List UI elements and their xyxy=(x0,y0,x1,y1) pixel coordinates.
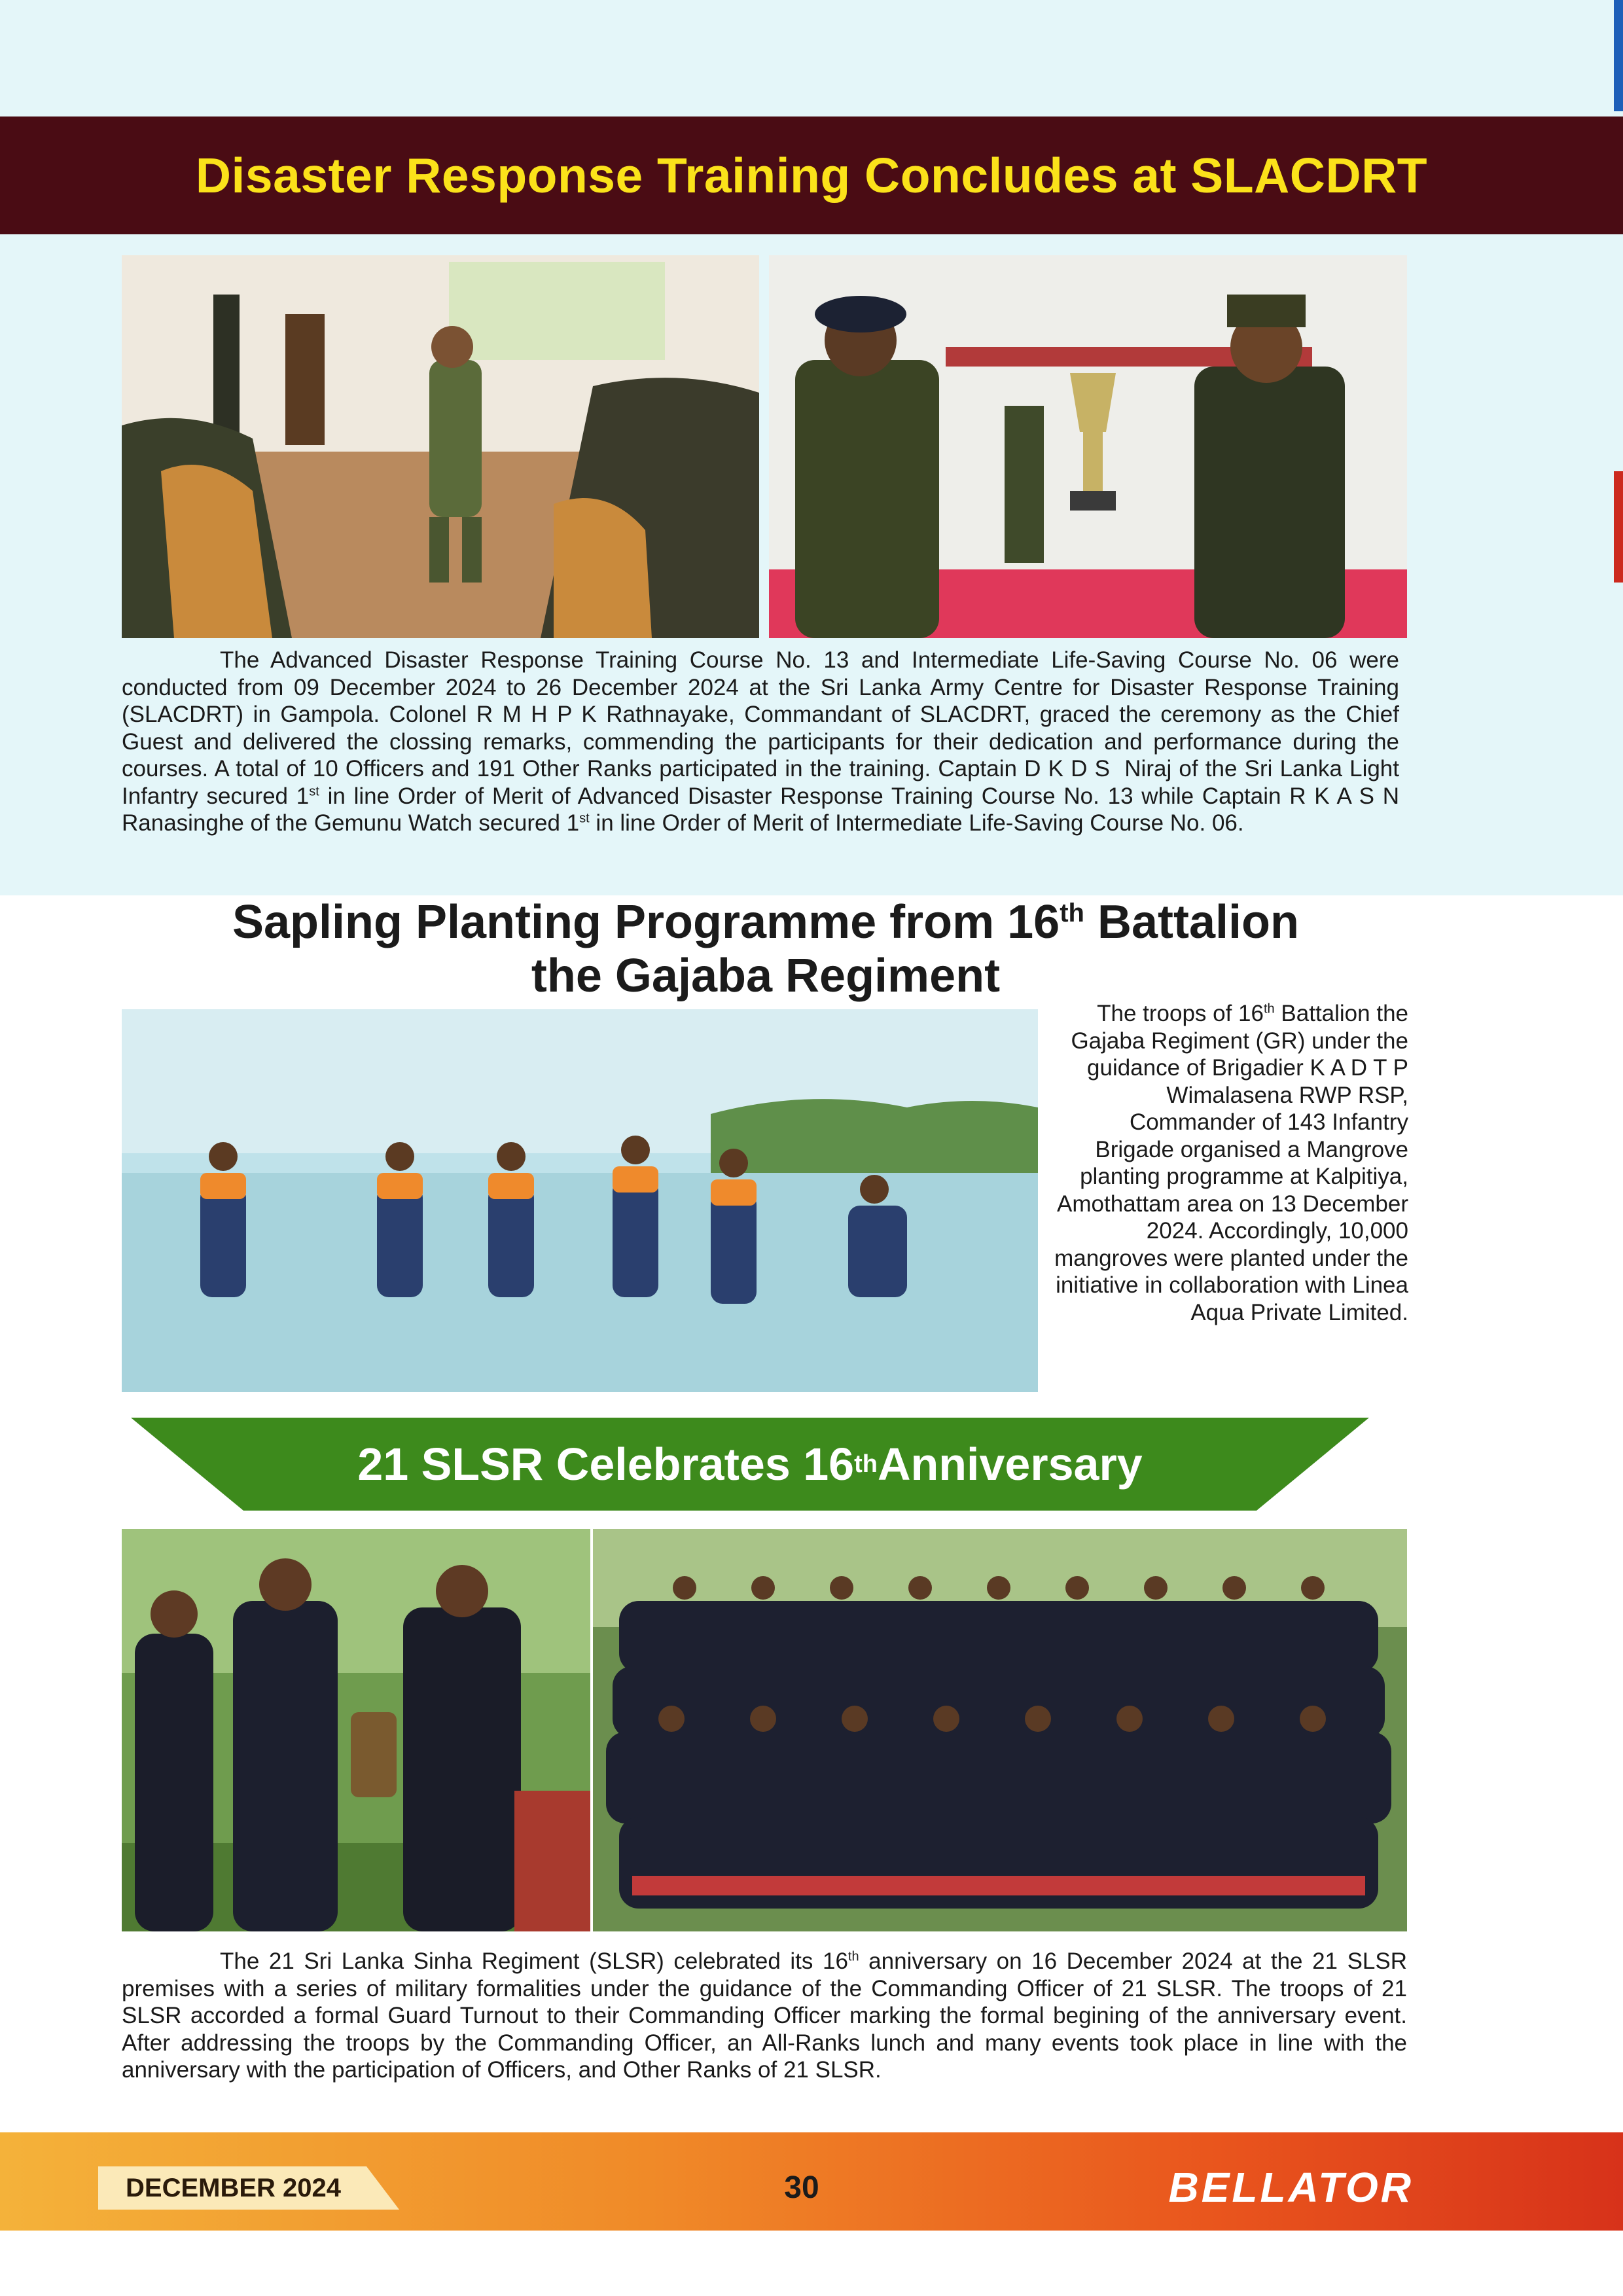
section1-title: Disaster Response Training Concludes at SLACDRT xyxy=(195,148,1428,203)
section2-body: The troops of 16th Battalion the Gajaba Regiment (GR) under the guidance of Brigadier K A D T P Wimalasena RWP RSP, Commander of 143 Infantry Brigade organised a Mangrove planting programme at Kalpitiya, Amothattam area on 13 December 2024. Accordingly, 10,000 mangroves were planted under the initiative in collaboration with Linea Aqua Private Limited. xyxy=(1054,1001,1408,1325)
page-number: 30 xyxy=(784,2170,819,2205)
section2-title-line1: Sapling Planting Programme from 16th Battalion xyxy=(232,896,1300,948)
group-photo xyxy=(593,1529,1407,1931)
section3-body: The 21 Sri Lanka Sinha Regiment (SLSR) celebrated its 16th anniversary on 16 December 2024 at the 21 SLSR premises with a series of military formalities under the guidance of the Commanding Officer of 21 SLSR. The troops of 21 SLSR accorded a formal Guard Turnout to their Commanding Officer marking the formal begining of the anniversary event. After addressing the troops by the Commanding Officer, an All-Ranks lunch and many events took place in line with the anniversary with the participation of Officers, and Other Ranks of 21 SLSR. xyxy=(122,1948,1408,2083)
section1-body: The Advanced Disaster Response Training Course No. 13 and Intermediate Life-Saving Course No. 06 were conducted from 09 December 2024 to 26 December 2024 at the Sri Lanka Army Centre for Disaster Response Training (SLACDRT) in Gampola. Colonel R M H P K Rathnayake, Commandant of SLACDRT, graced the ceremony as the Chief Guest and delivered the clossing remarks, commending the participants for their dedication and performance during the courses. A total of 10 Officers and 191 Other Ranks participated in the training. Captain D K D S Niraj of the Sri Lanka Light Infantry secured 1st in line Order of Merit of Advanced Disaster Response Training Course No. 13 while Captain R K A S N Ranasinghe of the Gemunu Watch secured 1st in line Order of Merit of Intermediate Life-Saving Course No. 06. xyxy=(122,647,1400,836)
sapling-handover-photo xyxy=(122,1529,590,1931)
page-edge-tab-red xyxy=(1614,471,1623,583)
trophy-presentation-photo xyxy=(769,255,1407,638)
section2-title-line2: the Gajaba Regiment xyxy=(531,950,1001,1002)
footer-date: DECEMBER 2024 xyxy=(126,2174,342,2202)
mangrove-planting-photo xyxy=(122,1009,1038,1392)
lecture-photo xyxy=(122,255,759,638)
footer-date-tab xyxy=(98,2166,399,2210)
section3-title-banner xyxy=(131,1418,1369,1511)
brand-logo: BELLATOR xyxy=(1168,2164,1414,2211)
section3-title: 21 SLSR Celebrates 16 th Anniversary xyxy=(357,1439,1143,1490)
page-edge-tab-blue xyxy=(1614,0,1623,111)
section1-title-bar xyxy=(0,117,1623,234)
section2-title xyxy=(131,895,1400,1003)
